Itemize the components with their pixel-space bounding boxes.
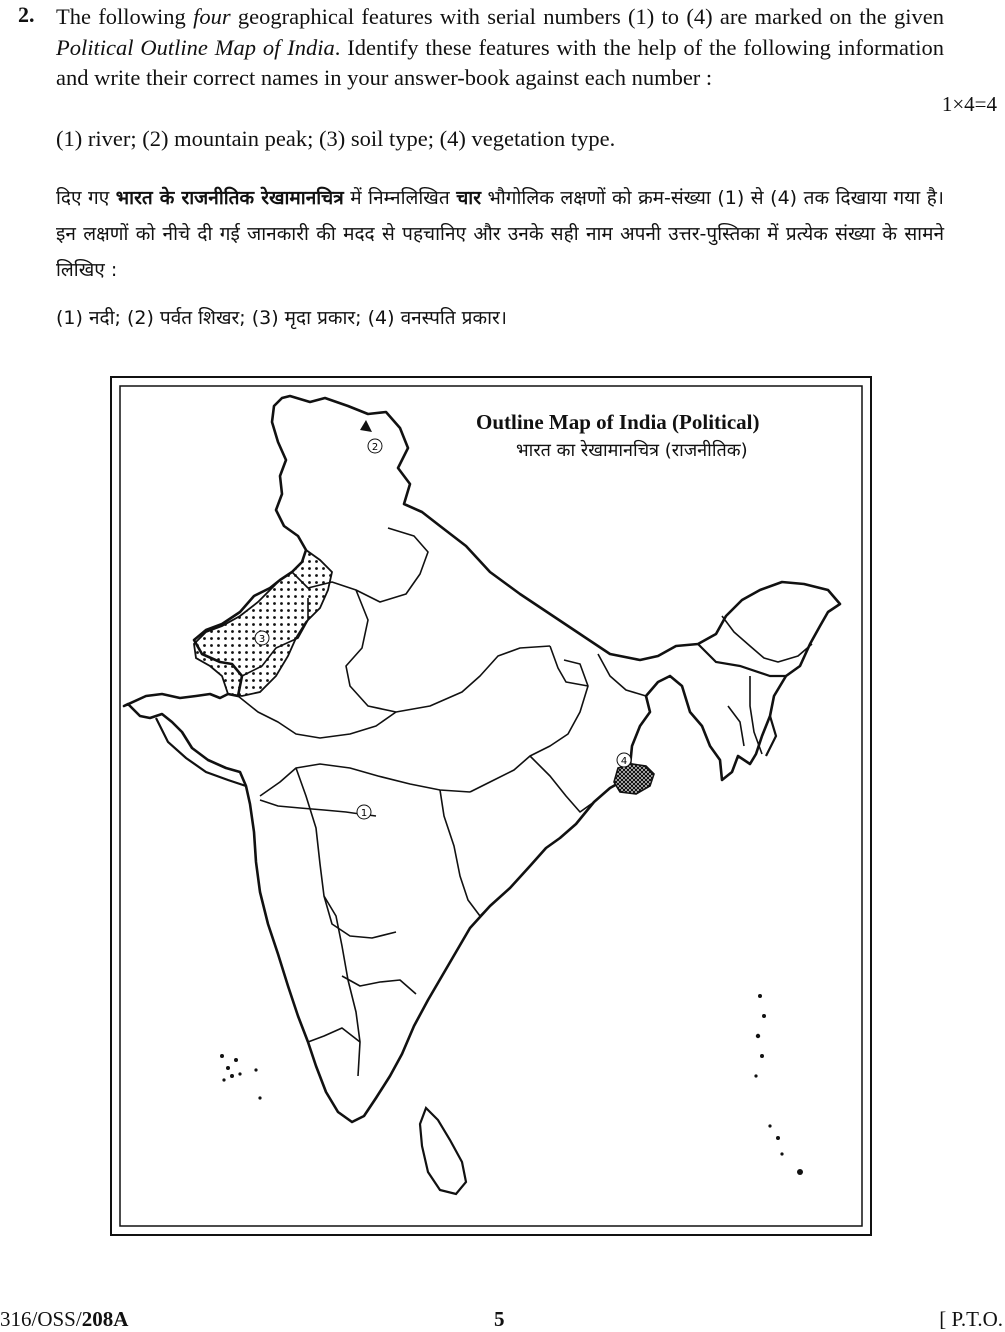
question-text-hindi: दिए गए भारत के राजनीतिक रेखामानचित्र में निम्नलिखित चार भौगोलिक लक्षणों को क्रम-संख्या (1) से (4) तक दिखाया गया है। इन लक्षणों को नीचे दी गई जानकारी की मदद से पहचानिए और उनके सही नाम अपनी उत्तर-पुस्तिका में प्रत्येक संख्या के सामने लिखिए :	[56, 187, 944, 281]
marker-2-label: 2	[371, 442, 379, 453]
feature-3-region	[194, 550, 332, 696]
feature-list-english: (1) river; (2) mountain peak; (3) soil type; (4) vegetation type.	[56, 126, 616, 151]
map-title-english: Outline Map of India (Political)	[476, 410, 760, 434]
feature-2-peak-triangle	[360, 420, 372, 432]
map-outer-border	[111, 377, 871, 1235]
feature-list-hindi: (1) नदी; (2) पर्वत शिखर; (3) मृदा प्रकार; (4) वनस्पति प्रकार।	[56, 307, 507, 329]
question-text: The following four geographical features with serial numbers (1) to (4) are marked on the given Political Outline Map of India. Identify these features with the help of the following information and write their correct names in your answer-book against each number :	[56, 4, 944, 90]
pto-label: [ P.T.O.	[939, 1307, 1003, 1331]
gujarat-coast	[156, 718, 246, 786]
lakshadweep-islands	[220, 1054, 262, 1100]
india-mainland-outline	[124, 396, 840, 1122]
map-inner-border	[120, 386, 862, 1226]
sri-lanka-outline	[420, 1108, 466, 1194]
andaman-nicobar-islands	[754, 994, 803, 1175]
india-outline-map	[110, 376, 872, 1236]
marker-4-label: 4	[620, 756, 628, 767]
marks-label: 1×4=4	[941, 92, 997, 116]
map-title-hindi: भारत का रेखामानचित्र (राजनीतिक)	[516, 440, 748, 461]
question-number: 2.	[18, 2, 35, 27]
marker-3-label: 3	[258, 634, 266, 645]
marker-1-label: 1	[360, 808, 368, 819]
paper-code: 316/OSS/208A	[0, 1307, 129, 1331]
state-boundaries	[238, 528, 812, 1076]
feature-4-region	[614, 764, 654, 794]
page-number: 5	[494, 1307, 505, 1331]
